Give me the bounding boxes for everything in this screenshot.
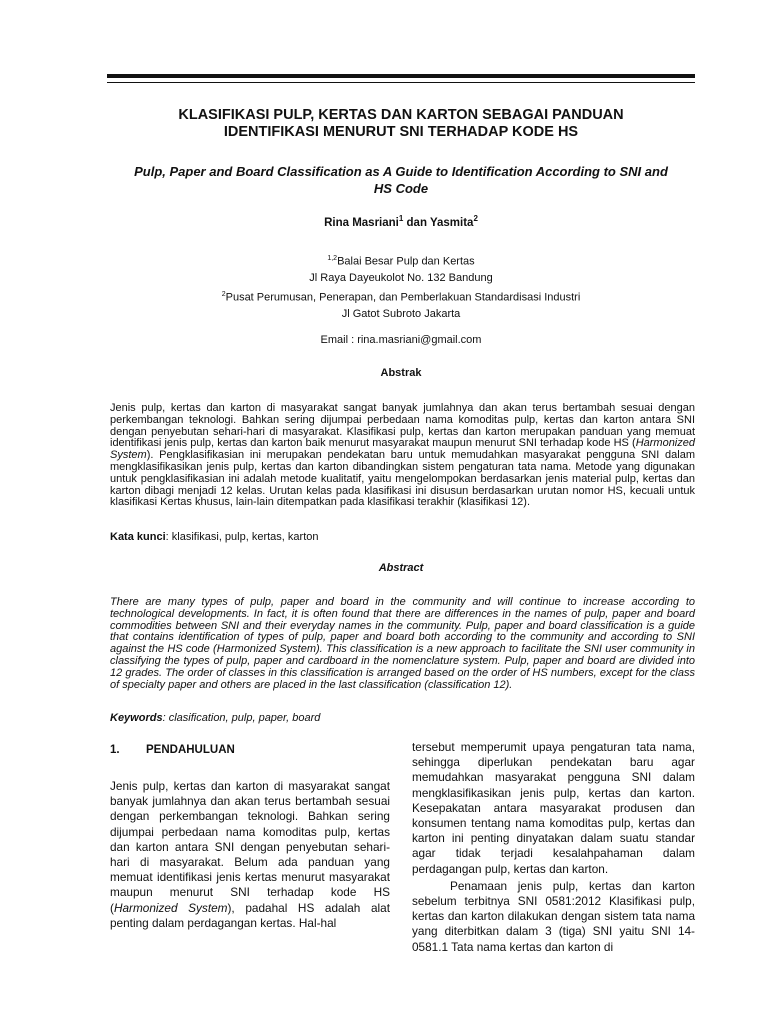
abstract-body: There are many types of pulp, paper and board in the community and will continue to increase according to technological developments. In fact, it is often found that there are differences in the names of pulp, paper and board commodities between SNI and their everyday names in the community. Pulp, paper and board classification is a guide that contains identification of types of pulp, paper and board both according to the community and according to SNI against the HS code (Harmonized System). This classification is a new approach to facilitate the SNI user community in classifying the types of pulp, paper and cardboard in the nomenclature system. Pulp, paper and board are divided into 12 grades. The order of classes in this classification is arranged based on the order of HS numbers, except for the class of specialty paper and others are placed in the last classification (classification 12).: [110, 596, 695, 691]
abstract-heading: Abstract: [378, 562, 424, 574]
keywords-label: Keywords: [110, 712, 163, 724]
left-text-italic: Harmonized System: [113, 900, 228, 915]
left-column: [110, 779, 390, 931]
keywords-value: : clasification, pulp, paper, board: [162, 712, 321, 724]
left-text-1: Jenis pulp, kertas dan karton di masyarakat sangat banyak jumlahnya dan akan terus bertambah sesuai dengan perkembangan teknologi. Bahkan sering dijumpai perbedaan nama komoditas pulp, kertas dan karton antara SNI dengan penyebutan sehari-hari di masyarakat. Belum ada panduan yang memuat identifikasi jenis kertas menurut masyarakat maupun menurut SNI terhadap kode HS (: [110, 779, 390, 915]
abstrak-text-italic: Harmonized System: [110, 437, 695, 462]
header-rule-thin: [107, 82, 695, 83]
keywords: [110, 712, 695, 724]
subtitle-line-1: Pulp, Paper and Board Classification as A Guide to Identification According to SNI and: [134, 164, 668, 179]
paper-title: [107, 107, 695, 141]
affiliation-line-3: [107, 287, 695, 306]
subtitle-line-2: HS Code: [373, 181, 429, 196]
affiliation-2-sup: 2: [221, 290, 226, 298]
abstrak-heading: Abstrak: [380, 367, 422, 379]
contact-email: Email : rina.masriani@gmail.com: [320, 334, 482, 346]
section-title: PENDAHULUAN: [146, 744, 235, 756]
kata-kunci-label: Kata kunci: [110, 531, 166, 543]
title-line-1: KLASIFIKASI PULP, KERTAS DAN KARTON SEBAGAI PANDUAN: [178, 107, 624, 123]
left-text-2: ), padahal HS adalah alat penting dalam perdagangan kertas. Hal-hal: [110, 900, 390, 930]
abstrak-body: [110, 403, 695, 509]
author-2-sup: 2: [473, 214, 478, 223]
title-line-2: IDENTIFIKASI MENURUT SNI TERHADAP KODE HS: [223, 124, 579, 140]
abstrak-text-2: ). Pengklasifikasian ini merupakan pendekatan baru untuk memudahkan masyarakat pengguna SNI dalam mengklasifikasikan jenis pulp, kertas dan karton dibandingkan sistem pengaturan tata nama. Metode yang digunakan untuk pengklasifikasian ini adalah metode kualitatif, yaitu mengelompokan berdasarkan jenis material pulp, kertas dan karton dibagi menjadi 12 kelas. Urutan kelas pada klasifikasi ini disusun berdasarkan urutan nomor HS, kecuali untuk klasifikasi Kertas khusus, lain-lain ditempatkan pada klasifikasi terakhir (klasifikasi 12).: [110, 449, 695, 509]
paper-subtitle: [107, 163, 695, 197]
header-rule-thick: [107, 74, 695, 78]
abstrak-text-1: Jenis pulp, kertas dan karton di masyarakat sangat banyak jumlahnya dan akan terus bertambah sesuai dengan perkembangan teknologi. Bahkan sering dijumpai perbedaan nama komoditas pulp, kertas dan karton antara SNI dengan penyebutan sehari-hari di masyarakat. Klasifikasi pulp, kertas dan karton merupakan panduan yang memuat identifikasi jenis pulp, kertas dan karton baik menurut masyarakat maupun menurut SNI terhadap kode HS (: [110, 402, 695, 450]
author-1-sup: 1: [398, 214, 404, 223]
authors: [107, 214, 695, 229]
affiliation-line-2: Jl Raya Dayeukolot No. 132 Bandung: [309, 272, 493, 285]
affiliation-1-text: Balai Besar Pulp dan Kertas: [337, 255, 475, 268]
affiliation-1-sup: 1,2: [327, 255, 338, 262]
author-1: Rina Masriani: [324, 216, 399, 229]
affiliation-2-text: Pusat Perumusan, Penerapan, dan Pemberlakuan Standardisasi Industri: [225, 291, 581, 304]
section-heading: [110, 744, 235, 756]
section-number: 1.: [110, 744, 120, 756]
left-paragraph: [110, 779, 390, 931]
kata-kunci-value: : klasifikasi, pulp, kertas, karton: [165, 531, 319, 543]
right-column: [412, 740, 695, 955]
author-2: Yasmita: [429, 216, 474, 229]
affiliations: [107, 251, 695, 322]
right-paragraph-2: Penamaan jenis pulp, kertas dan karton sebelum terbitnya SNI 0581:2012 Klasifikasi pulp, kertas dan karton dilakukan dengan sistem tata nama yang diterbitkan dalam 3 (tiga) SNI yaitu SNI 14-0581.1 Tata nama kertas dan karton di: [412, 878, 695, 954]
affiliation-line-1: [107, 251, 695, 270]
kata-kunci: [110, 531, 695, 543]
author-connector: dan: [403, 216, 430, 229]
right-paragraph-1: tersebut memperumit upaya pengaturan tata nama, sehingga diperlukan pendekatan baru agar memudahkan masyarakat pengguna SNI dalam mengklasifikasikan jenis pulp, kertas dan karton. Kesepakatan antara masyarakat produsen dan konsumen tentang nama komoditas pulp, kertas dan karton ini penting dinyatakan dalam suatu standar agar tidak terjadi kesalahpahaman dalam perdagangan pulp, kertas dan karton.: [412, 740, 695, 876]
affiliation-line-4: Jl Gatot Subroto Jakarta: [341, 307, 461, 320]
